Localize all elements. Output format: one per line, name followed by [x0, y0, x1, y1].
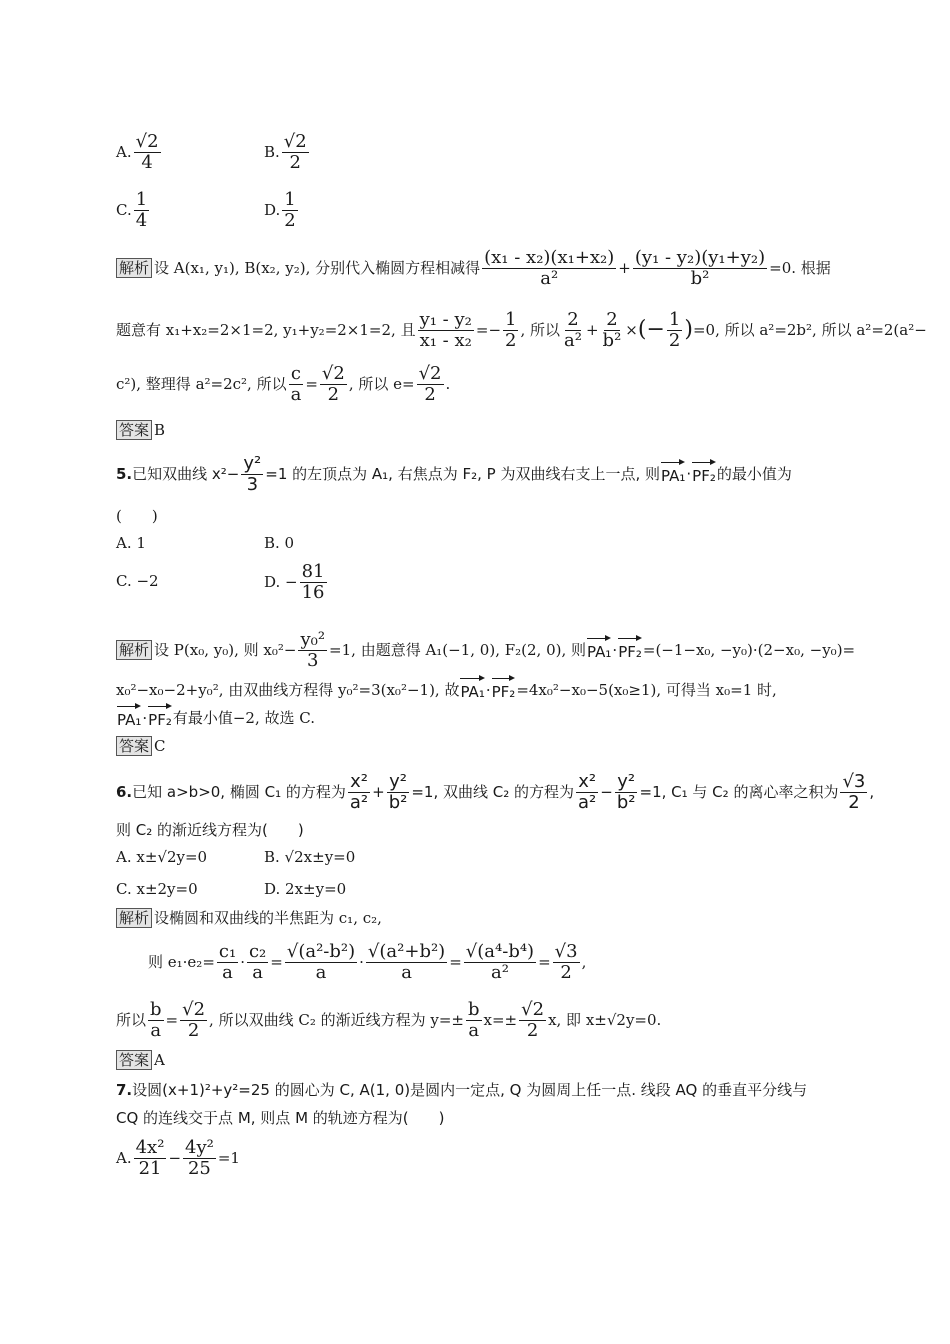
- fraction-denominator: a: [252, 961, 263, 983]
- text-run: A.: [116, 1149, 132, 1168]
- q6-option-d[interactable]: [264, 880, 346, 898]
- fraction-numerator: c: [290, 363, 301, 384]
- q4-option-d[interactable]: [264, 190, 300, 231]
- q4-option-c[interactable]: [116, 190, 151, 231]
- fraction: [134, 132, 161, 173]
- fraction: [285, 942, 357, 983]
- text-run: A: [154, 1051, 165, 1069]
- text-run: ): [684, 317, 693, 343]
- text-run: D. 2x±y=0: [264, 880, 347, 898]
- q5-option-c[interactable]: [116, 572, 159, 590]
- text-run: =: [538, 953, 551, 972]
- vector-pf2: PF₂: [692, 460, 716, 488]
- fraction-denominator: a: [401, 961, 412, 983]
- text-run: =4x₀²−x₀−5(x₀≥1), 可得当 x₀=1 时,: [516, 681, 777, 699]
- text-run: 设 P(x₀, y₀), 则 x₀²−: [154, 641, 297, 660]
- answer-tag: 答案: [116, 736, 152, 756]
- fraction: [840, 772, 867, 813]
- vector: PF₂: [492, 676, 516, 704]
- q4-solution-line-2: [116, 309, 927, 351]
- q6-answer: [116, 1048, 850, 1072]
- fraction-denominator: 2: [187, 1019, 200, 1041]
- text-run: 的最小值为: [716, 465, 792, 484]
- fraction-denominator: b²: [616, 791, 636, 813]
- fraction-numerator: √2: [182, 999, 206, 1020]
- text-run: x, 即 x±√2y=0.: [548, 1011, 662, 1030]
- fraction-numerator: y²: [389, 771, 407, 792]
- q7-stem-line-1: [116, 1078, 850, 1102]
- fraction-denominator: b²: [388, 791, 408, 813]
- fraction: [553, 942, 580, 983]
- fraction: [217, 942, 238, 983]
- text-run: ·: [240, 953, 245, 972]
- q6-option-c[interactable]: [116, 880, 198, 898]
- text-run: .: [445, 375, 451, 394]
- fraction-denominator: 4: [141, 151, 153, 173]
- fraction-numerator: √2: [418, 363, 442, 384]
- text-run: (−: [637, 317, 665, 343]
- fraction-numerator: c₂: [248, 941, 267, 962]
- fraction-denominator: 2: [424, 383, 436, 405]
- q5-stem: [116, 454, 850, 495]
- q6-option-b[interactable]: [264, 848, 355, 866]
- fraction: [633, 248, 767, 289]
- q5-option-b[interactable]: [264, 534, 294, 552]
- fraction: [464, 942, 536, 983]
- fraction: [503, 310, 518, 351]
- fraction: [282, 132, 309, 173]
- fraction: [615, 772, 638, 813]
- text-run: D.: [264, 201, 281, 220]
- fraction-numerator: 1: [505, 309, 517, 330]
- analysis-tag: 解析: [116, 640, 152, 660]
- fraction: [417, 364, 444, 405]
- fraction-denominator: 2: [560, 961, 572, 983]
- vector: PF₂: [148, 704, 172, 732]
- text-run: 已知双曲线 x²−: [132, 465, 240, 484]
- text-run: 设 A(x₁, y₁), B(x₂, y₂), 分别代入椭圆方程相减得: [154, 259, 481, 278]
- fraction-denominator: 2: [668, 329, 681, 351]
- fraction: [300, 562, 327, 603]
- fraction-numerator: c₁: [218, 941, 237, 962]
- fraction-numerator: 4y²: [185, 1137, 214, 1158]
- text-run: ·: [612, 641, 618, 660]
- q5-paren: [116, 504, 850, 528]
- text-run: 已知 a>b>0, 椭圆 C₁ 的方程为: [132, 783, 346, 802]
- fraction: [387, 772, 410, 813]
- q5-solution-line-1: [116, 629, 856, 671]
- fraction: [366, 942, 447, 983]
- fraction-denominator: 2: [526, 1019, 539, 1041]
- fraction-numerator: √2: [321, 363, 345, 384]
- q6-option-a[interactable]: [116, 848, 207, 866]
- text-run: D. −: [264, 573, 298, 592]
- fraction-denominator: 4: [135, 209, 148, 231]
- fraction-numerator: b: [150, 999, 162, 1020]
- fraction-denominator: 2: [289, 151, 301, 173]
- fraction-denominator: 16: [301, 581, 325, 603]
- text-run: , 所以: [520, 321, 561, 340]
- q6-solution-line-3: [116, 1000, 850, 1041]
- q7-stem-line-2: [116, 1106, 850, 1130]
- fraction: [562, 310, 584, 351]
- fraction: [466, 1000, 482, 1041]
- text-run: B. √2x±y=0: [264, 848, 356, 866]
- text-run: =1 的左顶点为 A₁, 右焦点为 F₂, P 为双曲线右支上一点, 则: [265, 465, 661, 484]
- q6-solution-line-1: [116, 906, 850, 930]
- q4-option-b[interactable]: [264, 132, 311, 173]
- text-run: ( ): [116, 507, 158, 525]
- fraction-numerator: y₁ - y₂: [419, 309, 472, 330]
- fraction-numerator: (y₁ - y₂)(y₁+y₂): [634, 247, 766, 268]
- q7-option-a[interactable]: [116, 1138, 240, 1179]
- text-run: B. 0: [264, 534, 295, 552]
- fraction-numerator: √2: [521, 999, 545, 1020]
- fraction-denominator: 21: [138, 1157, 162, 1179]
- vector-pa1: PA₁: [661, 460, 685, 488]
- fraction-denominator: a: [222, 961, 233, 983]
- q5-option-a[interactable]: [116, 534, 146, 552]
- text-run: +: [585, 321, 599, 340]
- text-run: +: [618, 259, 631, 278]
- fraction-denominator: a²: [564, 329, 582, 351]
- text-run: =1, C₁ 与 C₂ 的离心率之积为: [639, 783, 839, 802]
- text-run: A. x±√2y=0: [116, 848, 208, 866]
- text-run: 则 e₁·e₂=: [148, 953, 215, 972]
- q5-solution-line-2: [116, 676, 850, 704]
- text-run: CQ 的连线交于点 M, 则点 M 的轨迹方程为( ): [116, 1109, 445, 1127]
- q5-answer: [116, 734, 850, 758]
- text-run: −: [600, 783, 613, 802]
- fraction-numerator: x²: [350, 771, 368, 792]
- text-run: ·: [485, 681, 491, 699]
- fraction: [320, 364, 347, 405]
- fraction-denominator: a²: [349, 791, 369, 813]
- q6-solution-line-2: [148, 942, 850, 983]
- text-run: x₀²−x₀−2+y₀², 由双曲线方程得 y₀²=3(x₀²−1), 故: [116, 681, 460, 699]
- text-run: =0, 所以 a²=2b², 所以 a²=2(a²−: [692, 321, 927, 340]
- text-run: B.: [264, 143, 280, 162]
- fraction-denominator: 2: [327, 383, 340, 405]
- fraction-numerator: 1: [284, 189, 296, 210]
- fraction-denominator: x₁ - x₂: [419, 329, 472, 351]
- fraction-denominator: 3: [246, 473, 259, 495]
- q4-solution-line-3: [116, 364, 850, 405]
- fraction-numerator: √(a⁴-b⁴): [465, 941, 535, 962]
- text-run: x=±: [483, 1011, 518, 1030]
- text-run: 7.: [116, 1081, 133, 1099]
- fraction: [667, 310, 682, 351]
- text-run: =1: [217, 1149, 240, 1168]
- fraction-denominator: a²: [578, 791, 597, 813]
- fraction: [241, 454, 263, 495]
- text-run: +: [372, 783, 385, 802]
- fraction-numerator: y₀²: [300, 629, 326, 650]
- text-run: ×: [625, 321, 638, 340]
- fraction: [601, 310, 624, 351]
- answer-tag: 答案: [116, 1050, 152, 1070]
- q6-stem: [116, 771, 875, 813]
- fraction: [519, 1000, 546, 1041]
- text-run: 设圆(x+1)²+y²=25 的圆心为 C, A(1, 0)是圆内一定点, Q 为圆周上任一点. 线段 AQ 的垂直平分线与: [132, 1081, 808, 1099]
- q6-stem-line-2: [116, 818, 850, 842]
- text-run: =: [449, 953, 462, 972]
- text-run: =1, 由题意得 A₁(−1, 0), F₂(2, 0), 则: [329, 641, 587, 660]
- fraction-numerator: √(a²-b²): [286, 941, 356, 962]
- fraction-denominator: a²: [490, 961, 509, 983]
- text-run: 所以: [116, 1011, 147, 1030]
- text-run: =−: [475, 321, 502, 340]
- fraction-numerator: √3: [554, 941, 578, 962]
- fraction-numerator: 81: [301, 561, 325, 582]
- fraction-numerator: 2: [606, 309, 618, 330]
- text-run: c²), 整理得 a²=2c², 所以: [116, 375, 287, 394]
- text-run: , 所以双曲线 C₂ 的渐近线方程为 y=±: [209, 1011, 464, 1030]
- text-run: =0. 根据: [769, 259, 831, 278]
- fraction: [348, 772, 370, 813]
- text-run: 有最小值−2, 故选 C.: [172, 709, 315, 727]
- text-run: =: [270, 953, 283, 972]
- vector: PA₁: [460, 676, 484, 704]
- text-run: 5.: [116, 465, 133, 484]
- text-run: A. 1: [116, 534, 146, 552]
- analysis-tag: 解析: [116, 258, 152, 278]
- fraction-numerator: √3: [842, 771, 866, 792]
- text-run: ,: [869, 783, 875, 802]
- text-run: C. −2: [116, 572, 159, 590]
- text-run: ·: [686, 465, 692, 484]
- fraction-numerator: 1: [668, 309, 681, 330]
- fraction-numerator: x²: [578, 771, 597, 792]
- fraction-denominator: a: [468, 1019, 480, 1041]
- fraction: [298, 630, 327, 671]
- text-run: 6.: [116, 783, 133, 802]
- text-run: −: [168, 1149, 182, 1168]
- fraction: [183, 1138, 216, 1179]
- vector: PF₂: [618, 636, 642, 664]
- answer-tag: 答案: [116, 420, 152, 440]
- text-run: 则 C₂ 的渐近线方程为( ): [116, 821, 304, 839]
- fraction-numerator: √(a²+b²): [367, 941, 446, 962]
- fraction: [148, 1000, 164, 1041]
- text-run: =1, 双曲线 C₂ 的方程为: [411, 783, 575, 802]
- text-run: A.: [116, 143, 132, 162]
- fraction-numerator: y²: [243, 453, 262, 474]
- fraction-numerator: y²: [617, 771, 636, 792]
- fraction: [134, 1138, 167, 1179]
- fraction-denominator: 25: [187, 1157, 211, 1179]
- text-run: =(−1−x₀, −y₀)·(2−x₀, −y₀)=: [642, 641, 856, 660]
- fraction-denominator: 2: [284, 209, 296, 231]
- text-run: 设椭圆和双曲线的半焦距为 c₁, c₂,: [154, 909, 382, 927]
- fraction-denominator: a: [290, 383, 302, 405]
- fraction-denominator: b²: [690, 267, 710, 289]
- fraction: [247, 942, 268, 983]
- vector: PA₁: [117, 704, 141, 732]
- q4-solution-line-1: [116, 248, 850, 289]
- fraction-numerator: √2: [283, 131, 307, 152]
- fraction-numerator: 1: [135, 189, 148, 210]
- fraction-denominator: 3: [307, 649, 319, 671]
- fraction: [482, 248, 616, 289]
- text-run: C.: [116, 201, 132, 220]
- fraction-denominator: a²: [540, 267, 559, 289]
- fraction-numerator: b: [468, 999, 480, 1020]
- analysis-tag: 解析: [116, 908, 152, 928]
- fraction-denominator: b²: [602, 329, 622, 351]
- text-run: C. x±2y=0: [116, 880, 198, 898]
- fraction: [180, 1000, 207, 1041]
- text-run: =: [165, 1011, 179, 1030]
- fraction: [134, 190, 149, 231]
- fraction-numerator: (x₁ - x₂)(x₁+x₂): [484, 247, 615, 268]
- fraction: [418, 310, 474, 351]
- q4-answer: [116, 418, 850, 442]
- q5-solution-line-3: [116, 704, 850, 732]
- fraction-denominator: a: [150, 1019, 162, 1041]
- fraction-denominator: 2: [505, 329, 517, 351]
- fraction-numerator: √2: [135, 131, 159, 152]
- text-run: ·: [142, 709, 148, 727]
- text-run: ·: [359, 953, 364, 972]
- fraction: [289, 364, 304, 405]
- fraction-denominator: 2: [848, 791, 860, 813]
- vector: PA₁: [587, 636, 611, 664]
- fraction-denominator: a: [315, 961, 327, 983]
- text-run: C: [154, 737, 166, 755]
- q4-option-a[interactable]: [116, 132, 163, 173]
- fraction-numerator: 2: [567, 309, 579, 330]
- fraction: [282, 190, 297, 231]
- text-run: 题意有 x₁+x₂=2×1=2, y₁+y₂=2×1=2, 且: [116, 321, 416, 340]
- q5-option-d[interactable]: [264, 562, 329, 603]
- text-run: =: [305, 375, 318, 394]
- fraction-numerator: 4x²: [135, 1137, 165, 1158]
- text-run: B: [154, 421, 166, 439]
- text-run: , 所以 e=: [348, 375, 415, 394]
- fraction: [576, 772, 598, 813]
- text-run: ,: [581, 953, 587, 972]
